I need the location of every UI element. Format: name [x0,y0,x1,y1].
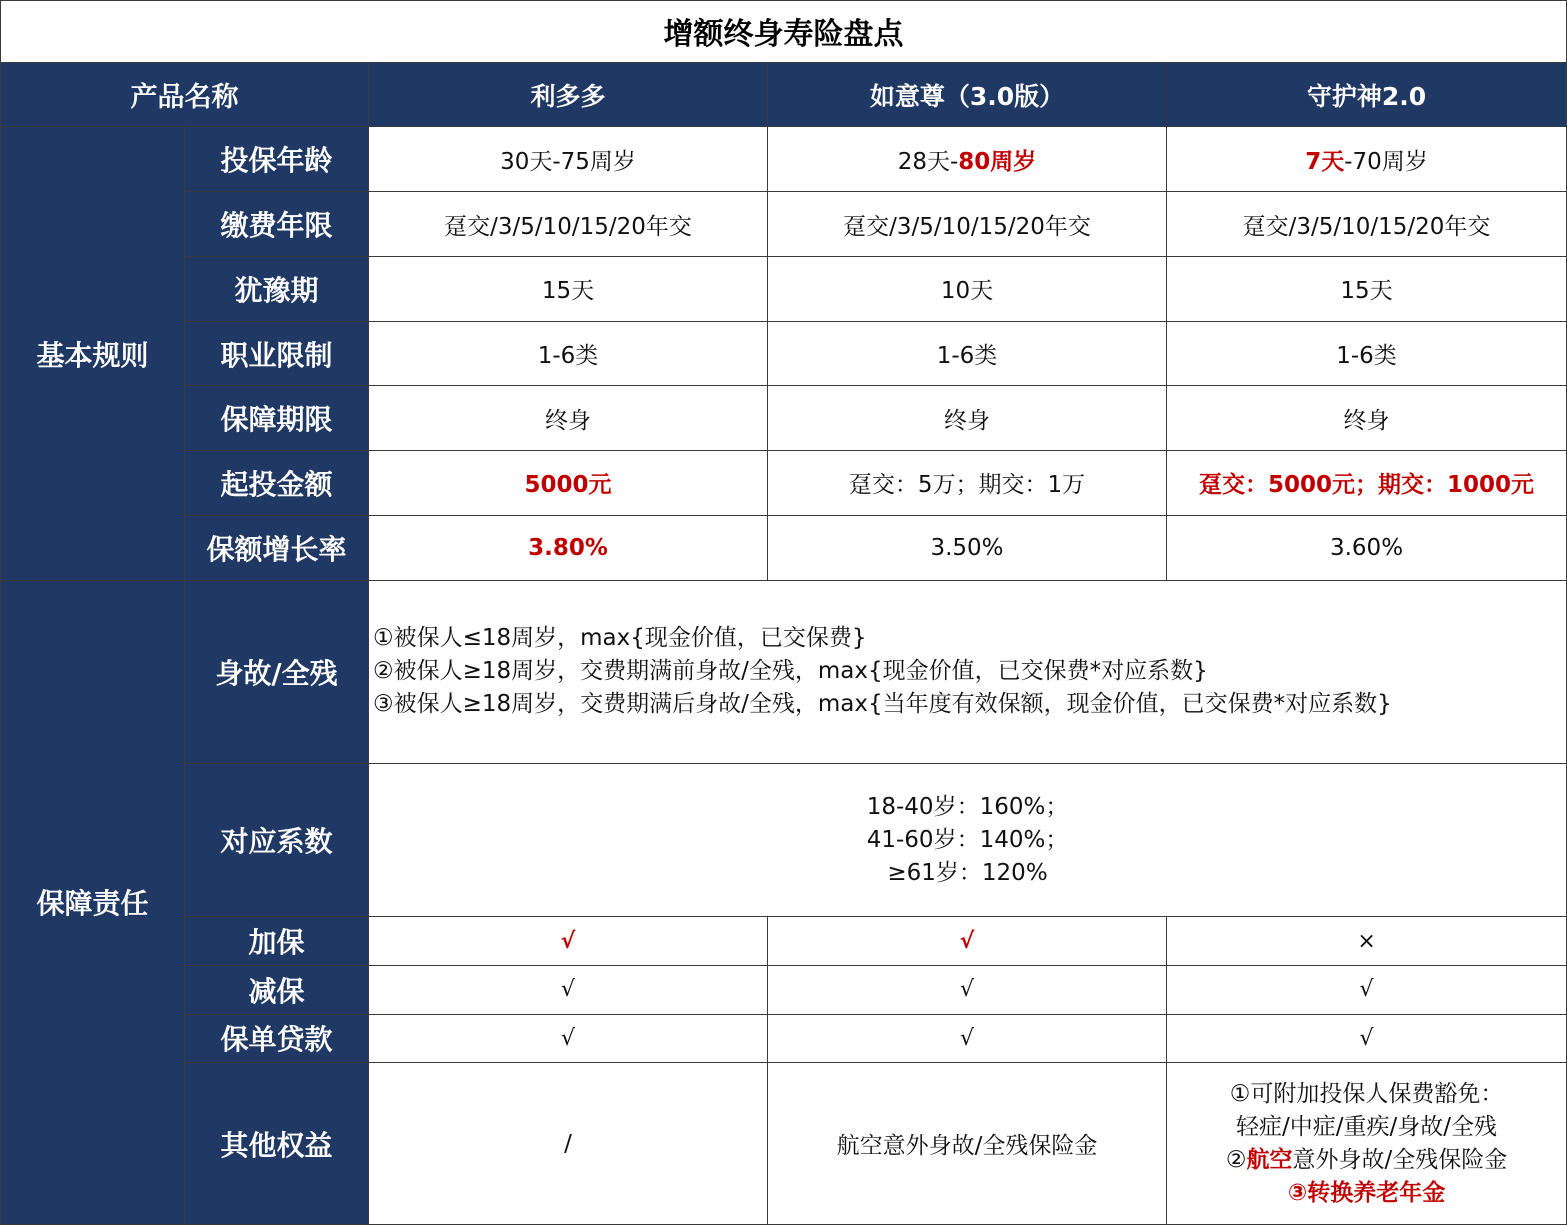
min-amount-product-3: 趸交：5000元；期交：1000元 [1167,451,1567,516]
other-p3-line-3-prefix: ② [1225,1146,1247,1173]
other-p3-line-4: ③转换养老年金 [1287,1179,1446,1206]
coefficient-text [369,763,1567,917]
other-p3-line-3-highlight: 航空 [1246,1146,1293,1173]
death-benefit-text [369,580,1567,763]
row-death [1,580,1567,763]
term-product-2: 终身 [768,386,1167,451]
row-label-add: 加保 [185,917,369,966]
row-label-min-amount: 起投金额 [185,451,369,516]
death-line-3: ③被保人≥18周岁，交费期满后身故/全残，max{当年度有效保额，现金价值，已交保费*对应系数} [373,691,1392,718]
loan-product-3: √ [1167,1014,1567,1063]
coefficient-line-3: ≥61岁：120% [887,859,1048,886]
occupation-product-2: 1-6类 [768,321,1167,386]
age-p3-highlight: 7天 [1305,148,1345,175]
loan-product-1: √ [369,1014,768,1063]
header-product-3: 守护神2.0 [1167,62,1567,127]
add-product-1: √ [369,917,768,966]
death-line-1: ①被保人≤18周岁，max{现金价值，已交保费} [373,625,867,652]
other-p3-line-2: 轻症/中症/重疾/身故/全残 [1236,1113,1498,1140]
row-label-reduce: 减保 [185,965,369,1014]
cooling-product-1: 15天 [369,256,768,321]
occupation-product-1: 1-6类 [369,321,768,386]
row-label-other: 其他权益 [185,1063,369,1225]
other-p3-line-3 [1167,1144,1566,1177]
row-occupation [1,321,1567,386]
cooling-product-2: 10天 [768,256,1167,321]
header-product-name: 产品名称 [1,62,369,127]
section-coverage: 保障责任 [1,580,185,1224]
growth-product-2: 3.50% [768,515,1167,580]
loan-product-2: √ [768,1014,1167,1063]
row-payment [1,192,1567,257]
row-age [1,127,1567,192]
occupation-product-3: 1-6类 [1167,321,1567,386]
reduce-product-3: √ [1167,965,1567,1014]
row-label-coefficient: 对应系数 [185,763,369,917]
row-label-occupation: 职业限制 [185,321,369,386]
other-product-2: 航空意外身故/全残保险金 [768,1063,1167,1225]
age-product-2 [768,127,1167,192]
row-loan [1,1014,1567,1063]
row-label-death: 身故/全残 [185,580,369,763]
row-min-amount [1,451,1567,516]
age-product-1: 30天-75周岁 [369,127,768,192]
other-p3-line-1: ①可附加投保人保费豁免： [1229,1080,1504,1107]
header-product-2: 如意尊（3.0版） [768,62,1167,127]
row-other [1,1063,1567,1225]
death-line-2: ②被保人≥18周岁，交费期满前身故/全残，max{现金价值，已交保费*对应系数} [373,658,1208,685]
add-product-2: √ [768,917,1167,966]
row-growth [1,515,1567,580]
coefficient-line-2: 41-60岁：140%； [866,826,1069,853]
other-p3-line-3-rest: 意外身故/全残保险金 [1292,1146,1508,1173]
row-coefficient [1,763,1567,917]
page-title: 增额终身寿险盘点 [1,1,1567,63]
header-product-1: 利多多 [369,62,768,127]
reduce-product-2: √ [768,965,1167,1014]
age-product-3 [1167,127,1567,192]
row-label-cooling: 犹豫期 [185,256,369,321]
term-product-3: 终身 [1167,386,1567,451]
cooling-product-3: 15天 [1167,256,1567,321]
age-p3-end: -70周岁 [1344,148,1428,175]
row-term [1,386,1567,451]
add-product-3: × [1167,917,1567,966]
section-basic-rules: 基本规则 [1,127,185,580]
row-label-growth: 保额增长率 [185,515,369,580]
row-label-payment: 缴费年限 [185,192,369,257]
row-label-loan: 保单贷款 [185,1014,369,1063]
payment-product-2: 趸交/3/5/10/15/20年交 [768,192,1167,257]
min-amount-product-1: 5000元 [369,451,768,516]
coefficient-line-1: 18-40岁：160%； [866,793,1069,820]
term-product-1: 终身 [369,386,768,451]
row-reduce [1,965,1567,1014]
payment-product-3: 趸交/3/5/10/15/20年交 [1167,192,1567,257]
row-label-term: 保障期限 [185,386,369,451]
growth-product-3: 3.60% [1167,515,1567,580]
row-cooling [1,256,1567,321]
min-amount-product-2: 趸交：5万；期交：1万 [768,451,1167,516]
age-p2-highlight: 80周岁 [958,148,1037,175]
payment-product-1: 趸交/3/5/10/15/20年交 [369,192,768,257]
reduce-product-1: √ [369,965,768,1014]
growth-product-1: 3.80% [369,515,768,580]
age-p2-start: 28天- [897,148,959,175]
other-product-3 [1167,1063,1567,1225]
row-add [1,917,1567,966]
other-product-1: / [369,1063,768,1225]
row-label-age: 投保年龄 [185,127,369,192]
